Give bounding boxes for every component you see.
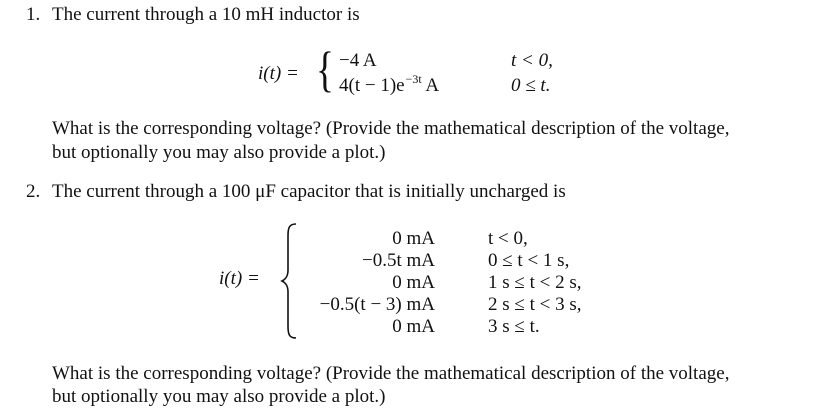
case-1-condition: t < 0, [488, 228, 528, 249]
left-brace [280, 222, 298, 340]
equation-lhs: i(t) = [219, 268, 260, 289]
problem-1-number: 1. [26, 4, 41, 25]
case-2-value: −0.5t mA [362, 250, 435, 271]
case-4-condition: 2 s ≤ t < 3 s, [488, 294, 582, 315]
case-2-condition: 0 ≤ t < 1 s, [488, 250, 570, 271]
case-5-value: 0 mA [392, 316, 435, 337]
equation-lhs: i(t) = [258, 63, 299, 84]
problem-2-number: 2. [26, 181, 41, 202]
problem-2-question-line-2: but optionally you may also provide a plot.) [52, 386, 386, 407]
problem-1-statement: The current through a 10 mH inductor is [52, 4, 360, 25]
case-3-value: 0 mA [392, 272, 435, 293]
case-4-value: −0.5(t − 3) mA [319, 294, 435, 315]
case-1-value: 0 mA [392, 228, 435, 249]
case-2-unit: A [421, 75, 440, 96]
left-brace: { [316, 41, 334, 97]
case-2-exponent: −3t [405, 72, 422, 86]
case-3-condition: 1 s ≤ t < 2 s, [488, 272, 582, 293]
case-1-value: −4 A [339, 50, 377, 71]
case-5-condition: 3 s ≤ t. [488, 316, 540, 337]
problem-2-question-line-1: What is the corresponding voltage? (Provide the mathematical description of the voltage, [52, 363, 730, 384]
case-2-condition: 0 ≤ t. [511, 75, 551, 96]
case-2-value-base: 4(t − 1)e [339, 75, 405, 96]
case-1-condition: t < 0, [511, 50, 553, 71]
problem-1-question-line-2: but optionally you may also provide a plot.) [52, 142, 386, 163]
case-2-value [339, 72, 440, 97]
problem-2-statement: The current through a 100 μF capacitor that is initially uncharged is [52, 181, 566, 202]
problem-1-question-line-1: What is the corresponding voltage? (Provide the mathematical description of the voltage, [52, 118, 730, 139]
